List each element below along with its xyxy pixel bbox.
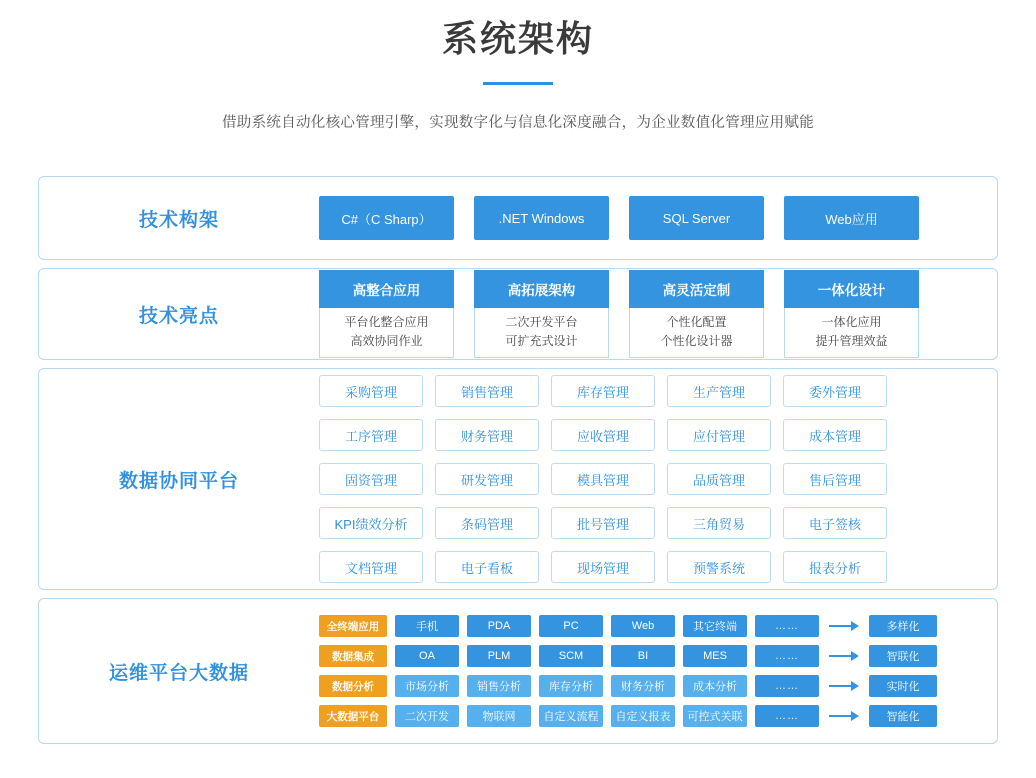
section-label-technology-stack: 技术构架: [138, 209, 219, 231]
highlight-card[interactable]: [474, 270, 609, 357]
ops-category-chip[interactable]: 数据集成: [319, 645, 387, 667]
module-chip[interactable]: 报表分析: [783, 551, 887, 583]
module-chip[interactable]: 售后管理: [783, 463, 887, 495]
highlight-card-title: 高拓展架构: [474, 270, 609, 308]
technology-highlights-body: [319, 270, 997, 357]
module-chip[interactable]: 条码管理: [435, 507, 539, 539]
section-label-data-platform: 数据协同平台: [118, 470, 239, 492]
ops-item-chip[interactable]: SCM: [539, 645, 603, 667]
title-underline: [483, 82, 553, 85]
module-chip[interactable]: 研发管理: [435, 463, 539, 495]
highlight-card-line: 高效协同作业: [350, 334, 423, 348]
ops-category-chip[interactable]: 大数据平台: [319, 705, 387, 727]
highlight-card-line: 个性化设计器: [660, 334, 733, 348]
ops-item-chip[interactable]: ……: [755, 615, 819, 637]
highlight-card-line: 提升管理效益: [815, 334, 888, 348]
ops-item-chip[interactable]: 手机: [395, 615, 459, 637]
ops-row: [319, 675, 987, 697]
module-chip[interactable]: 采购管理: [319, 375, 423, 407]
section-ops-bigdata: [38, 598, 998, 744]
section-data-platform: [38, 368, 998, 590]
ops-output-chip[interactable]: 智能化: [869, 705, 937, 727]
ops-item-chip[interactable]: OA: [395, 645, 459, 667]
section-label-ops-bigdata: 运维平台大数据: [108, 662, 249, 684]
highlight-card-title: 高灵活定制: [629, 270, 764, 308]
highlight-card-line: 可扩充式设计: [505, 334, 578, 348]
ops-item-chip[interactable]: PC: [539, 615, 603, 637]
module-grid: [319, 375, 987, 583]
highlight-card-body: [629, 308, 764, 357]
ops-item-chip[interactable]: BI: [611, 645, 675, 667]
data-platform-body: [319, 375, 997, 583]
ops-item-chip[interactable]: PLM: [467, 645, 531, 667]
tech-chip[interactable]: SQL Server: [629, 196, 764, 240]
module-chip[interactable]: 三角贸易: [667, 507, 771, 539]
highlight-card[interactable]: [629, 270, 764, 357]
module-chip[interactable]: 库存管理: [551, 375, 655, 407]
module-chip[interactable]: 批号管理: [551, 507, 655, 539]
section-technology-highlights: [38, 268, 998, 360]
tech-chip[interactable]: Web应用: [784, 196, 919, 240]
ops-item-chip[interactable]: 库存分析: [539, 675, 603, 697]
module-chip[interactable]: 应付管理: [667, 419, 771, 451]
module-chip[interactable]: 成本管理: [783, 419, 887, 451]
highlight-card-title: 一体化设计: [784, 270, 919, 308]
arrow-right-icon: [827, 710, 861, 722]
tech-chip[interactable]: C#（C Sharp）: [319, 196, 454, 240]
ops-row: [319, 705, 987, 727]
module-chip[interactable]: 现场管理: [551, 551, 655, 583]
ops-item-chip[interactable]: 成本分析: [683, 675, 747, 697]
ops-output-chip[interactable]: 实时化: [869, 675, 937, 697]
module-chip[interactable]: 销售管理: [435, 375, 539, 407]
module-chip[interactable]: 模具管理: [551, 463, 655, 495]
ops-item-chip[interactable]: 其它终端: [683, 615, 747, 637]
ops-category-chip[interactable]: 数据分析: [319, 675, 387, 697]
ops-item-chip[interactable]: 二次开发: [395, 705, 459, 727]
arrow-right-icon: [827, 680, 861, 692]
highlight-card-line: 个性化配置: [666, 315, 727, 330]
highlight-card-body: [319, 308, 454, 357]
ops-item-chip[interactable]: 财务分析: [611, 675, 675, 697]
page-header: [0, 0, 1036, 132]
ops-item-chip[interactable]: 销售分析: [467, 675, 531, 697]
highlight-card[interactable]: [784, 270, 919, 357]
ops-item-chip[interactable]: ……: [755, 705, 819, 727]
module-chip[interactable]: 应收管理: [551, 419, 655, 451]
module-chip[interactable]: KPI绩效分析: [319, 507, 423, 539]
module-chip[interactable]: 预警系统: [667, 551, 771, 583]
module-chip[interactable]: 电子看板: [435, 551, 539, 583]
module-chip[interactable]: 电子签核: [783, 507, 887, 539]
tech-chip[interactable]: .NET Windows: [474, 196, 609, 240]
highlight-card-body: [474, 308, 609, 357]
ops-item-chip[interactable]: 自定义流程: [539, 705, 603, 727]
module-chip[interactable]: 财务管理: [435, 419, 539, 451]
module-chip[interactable]: 委外管理: [783, 375, 887, 407]
arrow-right-icon: [827, 620, 861, 632]
ops-item-chip[interactable]: ……: [755, 645, 819, 667]
highlight-card-line: 一体化应用: [821, 315, 882, 330]
module-chip[interactable]: 文档管理: [319, 551, 423, 583]
ops-item-chip[interactable]: 可控式关联: [683, 705, 747, 727]
ops-item-chip[interactable]: 物联网: [467, 705, 531, 727]
module-chip[interactable]: 生产管理: [667, 375, 771, 407]
ops-category-chip[interactable]: 全终端应用: [319, 615, 387, 637]
module-chip[interactable]: 品质管理: [667, 463, 771, 495]
technology-chip-row: [319, 196, 987, 240]
arrow-right-icon: [827, 650, 861, 662]
ops-item-chip[interactable]: 市场分析: [395, 675, 459, 697]
section-technology-stack: [38, 176, 998, 260]
highlight-card-title: 高整合应用: [319, 270, 454, 308]
highlight-card-line: 平台化整合应用: [344, 315, 429, 330]
ops-row: [319, 615, 987, 637]
technology-stack-body: [319, 196, 997, 240]
module-chip[interactable]: 固资管理: [319, 463, 423, 495]
highlight-card-row: [319, 270, 987, 357]
ops-item-chip[interactable]: MES: [683, 645, 747, 667]
section-label-technology-highlights: 技术亮点: [138, 305, 219, 327]
page-subtitle: 借助系统自动化核心管理引擎，实现数字化与信息化深度融合，为企业数值化管理应用赋能: [222, 115, 814, 132]
ops-output-chip[interactable]: 多样化: [869, 615, 937, 637]
ops-bigdata-body: [319, 615, 997, 727]
ops-item-chip[interactable]: PDA: [467, 615, 531, 637]
ops-output-chip[interactable]: 智联化: [869, 645, 937, 667]
highlight-card-body: [784, 308, 919, 357]
ops-item-chip[interactable]: Web: [611, 615, 675, 637]
page-title: 系统架构: [441, 18, 594, 59]
ops-item-chip[interactable]: ……: [755, 675, 819, 697]
highlight-card-line: 二次开发平台: [505, 315, 578, 330]
highlight-card[interactable]: [319, 270, 454, 357]
module-chip[interactable]: 工序管理: [319, 419, 423, 451]
ops-item-chip[interactable]: 自定义报表: [611, 705, 675, 727]
ops-row: [319, 645, 987, 667]
